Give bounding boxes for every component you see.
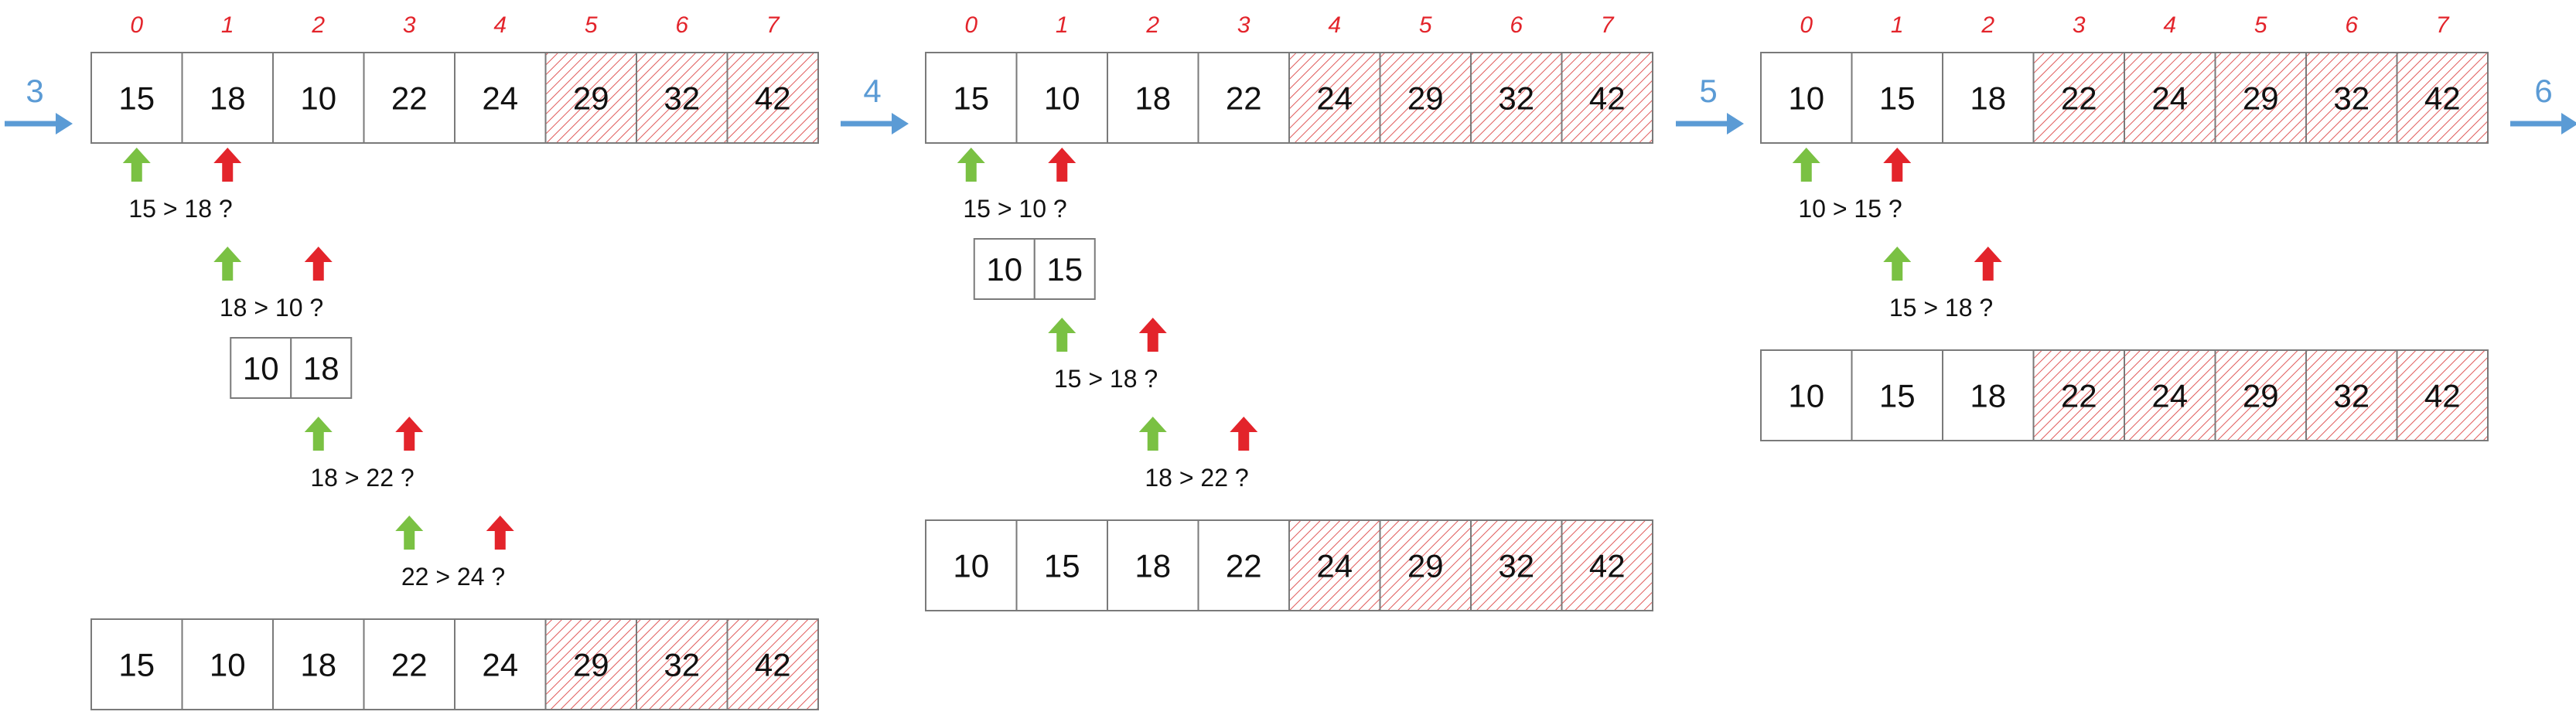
swap-cell-value: 15 [1046, 251, 1083, 288]
index-label: 3 [1237, 12, 1250, 38]
index-label: 5 [584, 12, 598, 38]
index-label: 0 [130, 12, 144, 38]
result-cell-value: 29 [1407, 547, 1444, 584]
comparison-text: 15 > 18 ? [1053, 365, 1158, 393]
initial-cell-value: 15 [1878, 80, 1916, 117]
initial-cell-value: 18 [1970, 80, 2007, 117]
comparison-text: 22 > 24 ? [401, 563, 506, 591]
index-label: 7 [766, 12, 780, 38]
comparison-text: 15 > 18 ? [1888, 294, 1994, 322]
initial-cell-value: 18 [209, 80, 246, 117]
result-cell-value: 15 [1043, 547, 1080, 584]
initial-cell-value: 24 [1316, 80, 1353, 117]
green-up-arrow [305, 417, 333, 451]
pass-4 [841, 12, 1653, 611]
result-cell-value: 42 [1588, 547, 1626, 584]
green-up-arrow [1139, 417, 1167, 451]
initial-cell-value: 42 [2424, 80, 2461, 117]
comparison-text: 18 > 22 ? [1145, 464, 1249, 492]
initial-cell-value: 32 [2333, 80, 2370, 117]
index-label: 4 [493, 12, 507, 38]
index-label: 3 [402, 12, 416, 38]
red-up-arrow [1048, 148, 1076, 182]
index-label: 4 [2163, 12, 2177, 38]
initial-cell-value: 24 [482, 80, 519, 117]
index-label: 6 [675, 12, 689, 38]
green-up-arrow [1883, 247, 1911, 281]
comparison-text: 15 > 10 ? [963, 195, 1067, 223]
index-label: 4 [1328, 12, 1342, 38]
result-cell-value: 24 [2151, 377, 2189, 414]
index-label: 3 [2072, 12, 2086, 38]
red-up-arrow [1230, 417, 1257, 451]
index-label: 0 [1800, 12, 1813, 38]
index-label: 6 [1510, 12, 1523, 38]
index-label: 6 [2345, 12, 2359, 38]
index-label: 5 [1418, 12, 1432, 38]
red-up-arrow [395, 417, 423, 451]
result-cell-value: 29 [2242, 377, 2279, 414]
index-label: 5 [2254, 12, 2267, 38]
initial-cell-value: 42 [754, 80, 791, 117]
initial-cell-value: 29 [2242, 80, 2279, 117]
red-up-arrow [305, 247, 333, 281]
swap-cell-value: 18 [302, 350, 339, 386]
result-cell-value: 18 [1134, 547, 1172, 584]
initial-cell-value: 10 [300, 80, 337, 117]
initial-cell-value: 32 [1498, 80, 1535, 117]
step-label: 3 [26, 73, 44, 109]
index-label: 0 [964, 12, 978, 38]
red-up-arrow [213, 148, 241, 182]
index-label: 1 [1890, 12, 1904, 38]
step-label: 6 [2534, 73, 2553, 109]
result-cell-value: 18 [300, 646, 337, 683]
comparison-text: 10 > 15 ? [1798, 195, 1902, 223]
initial-cell-value: 42 [1588, 80, 1626, 117]
initial-cell-value: 32 [664, 80, 701, 117]
result-cell-value: 22 [1225, 547, 1262, 584]
step-label: 5 [1699, 73, 1718, 109]
initial-cell-value: 10 [1043, 80, 1080, 117]
index-label: 2 [1146, 12, 1160, 38]
initial-cell-value: 29 [572, 80, 609, 117]
initial-cell-value: 22 [1225, 80, 1262, 117]
comparison-text: 18 > 10 ? [219, 294, 324, 322]
red-up-arrow [1139, 318, 1167, 352]
result-cell-value: 15 [118, 646, 155, 683]
result-cell-value: 22 [2060, 377, 2097, 414]
result-cell-value: 42 [754, 646, 791, 683]
initial-cell-value: 15 [118, 80, 155, 117]
step-arrow-head [56, 113, 73, 134]
step-arrow-head [2561, 113, 2576, 134]
red-up-arrow [486, 516, 514, 550]
index-label: 1 [1055, 12, 1069, 38]
green-up-arrow [395, 516, 423, 550]
swap-cell-value: 10 [986, 251, 1023, 288]
pass-3 [5, 12, 818, 710]
result-cell-value: 32 [2333, 377, 2370, 414]
result-cell-value: 24 [1316, 547, 1353, 584]
index-label: 7 [1600, 12, 1614, 38]
step-arrow-head [1727, 113, 1744, 134]
step-arrow-head [892, 113, 909, 134]
result-cell-value: 15 [1878, 377, 1916, 414]
index-label: 7 [2435, 12, 2449, 38]
initial-cell-value: 22 [391, 80, 428, 117]
index-label: 1 [220, 12, 234, 38]
red-up-arrow [1883, 148, 1911, 182]
comparison-text: 15 > 18 ? [128, 195, 233, 223]
initial-cell-value: 29 [1407, 80, 1444, 117]
initial-cell-value: 15 [953, 80, 990, 117]
result-cell-value: 10 [1788, 377, 1825, 414]
result-cell-value: 32 [1498, 547, 1535, 584]
green-up-arrow [213, 247, 241, 281]
initial-cell-value: 24 [2151, 80, 2189, 117]
comparison-text: 18 > 22 ? [310, 464, 415, 492]
result-cell-value: 29 [572, 646, 609, 683]
result-cell-value: 18 [1970, 377, 2007, 414]
green-up-arrow [1048, 318, 1076, 352]
red-up-arrow [1974, 247, 2002, 281]
result-cell-value: 32 [664, 646, 701, 683]
step-label: 4 [863, 73, 882, 109]
green-up-arrow [957, 148, 985, 182]
index-label: 2 [1981, 12, 1995, 38]
next-step [2510, 73, 2576, 134]
initial-cell-value: 10 [1788, 80, 1825, 117]
index-label: 2 [312, 12, 326, 38]
swap-cell-value: 10 [242, 350, 279, 386]
result-cell-value: 42 [2424, 377, 2461, 414]
result-cell-value: 10 [953, 547, 990, 584]
pass-5 [1676, 12, 2488, 441]
initial-cell-value: 18 [1134, 80, 1172, 117]
green-up-arrow [123, 148, 151, 182]
result-cell-value: 22 [391, 646, 428, 683]
result-cell-value: 24 [482, 646, 519, 683]
result-cell-value: 10 [209, 646, 246, 683]
initial-cell-value: 22 [2060, 80, 2097, 117]
green-up-arrow [1793, 148, 1820, 182]
